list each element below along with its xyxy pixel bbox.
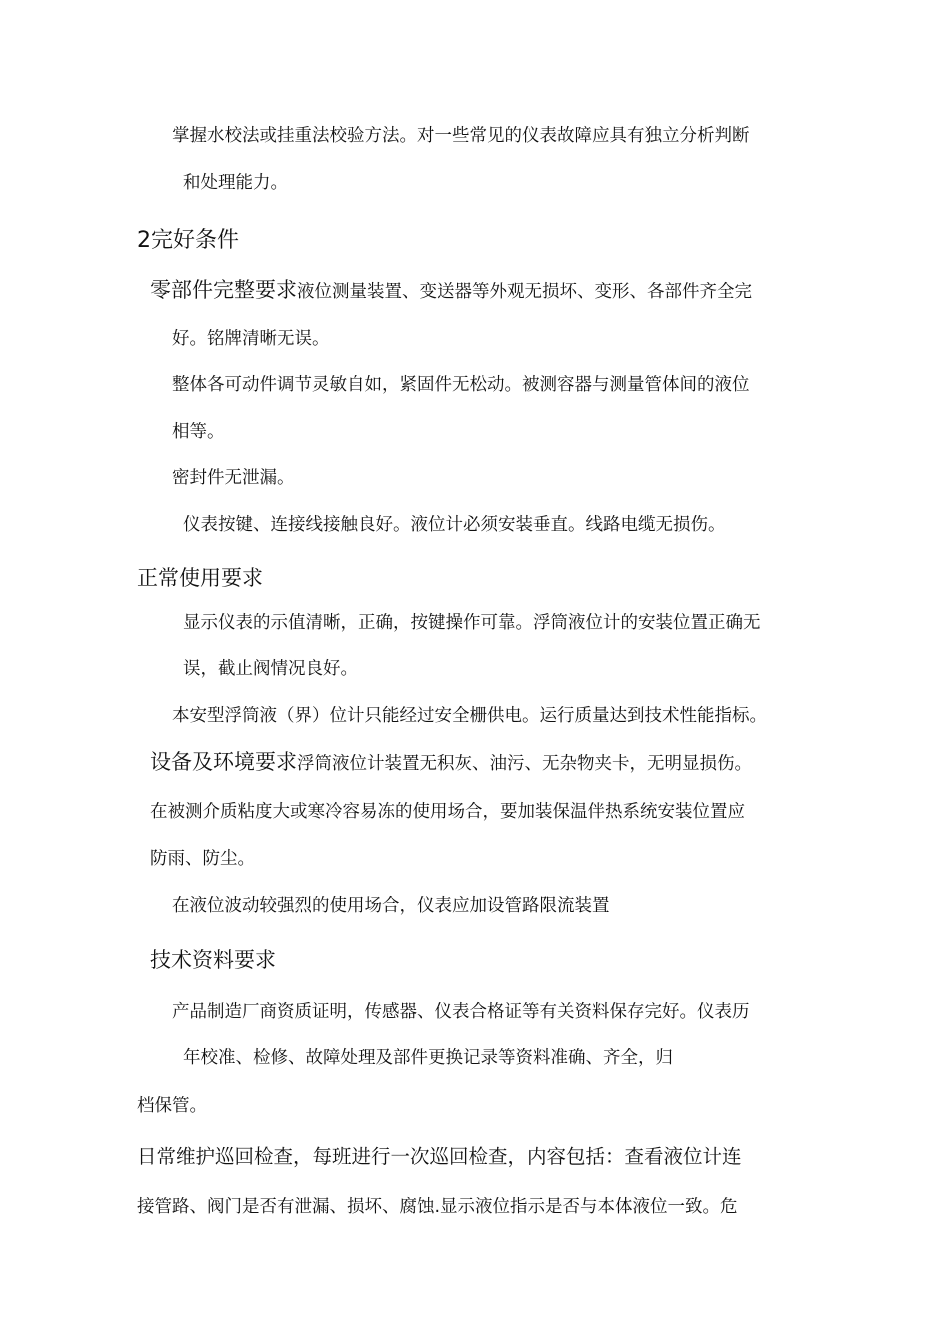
environment-line-1-text: 浮筒液位计装置无积灰、油污、无杂物夹卡，无明显损伤。 bbox=[297, 754, 752, 774]
maintenance-line-1: 日常维护巡回检查，每班进行一次巡回检查，内容包括：查看液位计连 bbox=[137, 1145, 742, 1168]
normal-use-line-2: 误，截止阀情况良好。 bbox=[183, 659, 358, 679]
parts-line-1-text: 液位测量装置、变送器等外观无损坏、变形、各部件齐全完 bbox=[297, 282, 752, 302]
environment-line-4: 在液位波动较强烈的使用场合，仪表应加设管路限流装置 bbox=[172, 896, 610, 916]
intro-line-1: 掌握水校法或挂重法校验方法。对一些常见的仪表故障应具有独立分析判断 bbox=[172, 126, 750, 146]
tech-docs-line-3: 档保管。 bbox=[137, 1096, 207, 1116]
intro-line-2: 和处理能力。 bbox=[183, 173, 288, 193]
parts-line-4: 相等。 bbox=[172, 422, 225, 442]
normal-use-line-1: 显示仪表的示值清晰，正确，按键操作可靠。浮筒液位计的安装位置正确无 bbox=[183, 613, 761, 633]
normal-use-heading: 正常使用要求 bbox=[137, 566, 263, 590]
parts-line-5: 密封件无泄漏。 bbox=[172, 468, 295, 488]
parts-line-3: 整体各可动件调节灵敏自如，紧固件无松动。被测容器与测量管体间的液位 bbox=[172, 375, 750, 395]
parts-heading: 零部件完整要求 bbox=[150, 278, 297, 302]
parts-line-1 bbox=[150, 278, 752, 304]
tech-docs-line-1: 产品制造厂商资质证明，传感器、仪表合格证等有关资料保存完好。仪表历 bbox=[172, 1002, 750, 1022]
normal-use-line-3: 本安型浮筒液（界）位计只能经过安全栅供电。运行质量达到技术性能指标。 bbox=[172, 706, 767, 726]
parts-line-6: 仪表按键、连接线接触良好。液位计必须安装垂直。线路电缆无损伤。 bbox=[183, 515, 726, 535]
parts-line-2: 好。铭牌清晰无误。 bbox=[172, 329, 330, 349]
environment-line-1 bbox=[150, 750, 752, 776]
environment-line-3: 防雨、防尘。 bbox=[150, 849, 255, 869]
maintenance-line-2: 接管路、阀门是否有泄漏、损坏、腐蚀.显示液位指示是否与本体液位一致。危 bbox=[137, 1197, 738, 1217]
environment-heading: 设备及环境要求 bbox=[150, 750, 297, 774]
section-title: 2完好条件 bbox=[137, 228, 239, 253]
environment-line-2: 在被测介质粘度大或寒冷容易冻的使用场合，要加装保温伴热系统安装位置应 bbox=[150, 802, 745, 822]
tech-docs-heading: 技术资料要求 bbox=[150, 948, 276, 972]
tech-docs-line-2: 年校准、检修、故障处理及部件更换记录等资料准确、齐全，归 bbox=[183, 1048, 673, 1068]
